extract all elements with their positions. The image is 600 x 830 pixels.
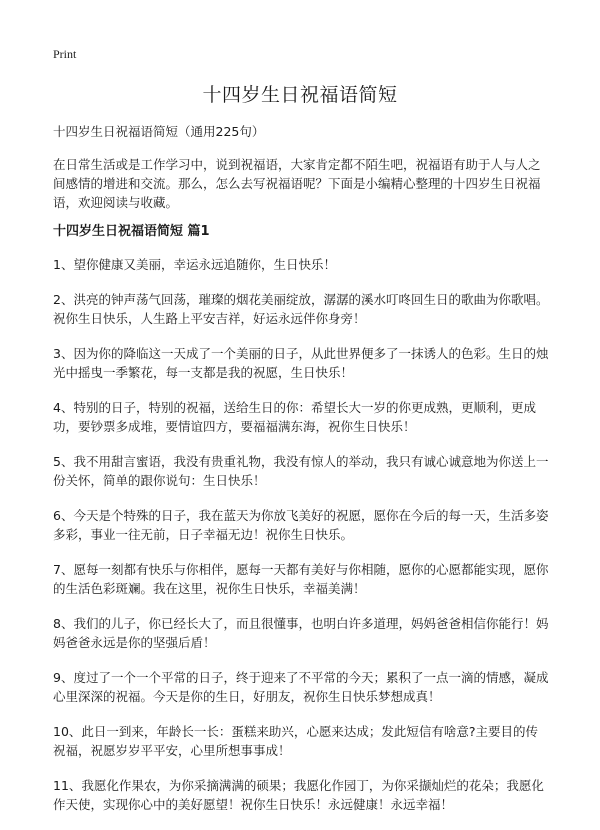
wish-item: 3、因为你的降临这一天成了一个美丽的日子，从此世界便多了一抹诱人的色彩。生日的烛光中摇曳一季繁花，每一支都是我的祝愿，生日快乐！ <box>53 345 549 380</box>
wish-item: 1、望你健康又美丽，幸运永远追随你，生日快乐！ <box>53 257 336 272</box>
wish-item: 9、度过了一个一个平常的日子，终于迎来了不平常的今天；累积了一点一滴的情感，凝成心里深深的祝福。今天是你的生日，好朋友，祝你生日快乐梦想成真！ <box>53 669 549 704</box>
print-link[interactable]: Print <box>53 47 77 61</box>
wish-item: 2、洪亮的钟声荡气回荡，璀璨的烟花美丽绽放，潺潺的溪水叮咚回生日的歌曲为你歌唱。祝你生日快乐，人生路上平安吉祥，好运永远伴你身旁！ <box>53 291 549 326</box>
page-title: 十四岁生日祝福语简短 <box>202 84 398 106</box>
wish-item: 6、今天是个特殊的日子，我在蓝天为你放飞美好的祝愿，愿你在今后的每一天，生活多姿多彩，事业一往无前，日子幸福无边！祝你生日快乐。 <box>53 507 549 542</box>
wish-item: 5、我不用甜言蜜语，我没有贵重礼物，我没有惊人的举动，我只有诚心诚意地为你送上一份关怀，简单的跟你说句：生日快乐！ <box>53 453 549 488</box>
section-heading: 十四岁生日祝福语简短 篇1 <box>53 224 210 239</box>
intro-paragraph: 在日常生活或是工作学习中，说到祝福语，大家肯定都不陌生吧，祝福语有助于人与人之间感情的增进和交流。那么，怎么去写祝福语呢？下面是小编精心整理的十四岁生日祝福语，欢迎阅读与收藏。 <box>53 157 541 210</box>
wish-item: 10、此日一到来，年龄长一长：蛋糕来助兴，心愿来达成；发此短信有啥意?主要目的传祝福，祝愿岁岁平平安，心里所想事事成！ <box>53 723 539 758</box>
wish-item: 7、愿每一刻都有快乐与你相伴，愿每一天都有美好与你相随，愿你的心愿都能实现，愿你的生活色彩斑斓。我在这里，祝你生日快乐，幸福美满！ <box>53 561 549 596</box>
wish-item: 8、我们的儿子，你已经长大了，而且很懂事，也明白许多道理，妈妈爸爸相信你能行！妈妈爸爸永远是你的坚强后盾！ <box>53 615 549 650</box>
document-subtitle: 十四岁生日祝福语简短（通用225句） <box>53 124 265 139</box>
wish-item: 4、特别的日子，特别的祝福，送给生日的你：希望长大一岁的你更成熟，更顺利，更成功，要钞票多成堆，要情谊四方，要福福满东海，祝你生日快乐！ <box>53 399 536 434</box>
wish-item: 11、我愿化作果农，为你采摘满满的硕果；我愿化作园丁，为你采撷灿烂的花朵；我愿化作天使，实现你心中的美好愿望！祝你生日快乐！永远健康！永远幸福！ <box>53 777 544 812</box>
document-body <box>53 123 550 830</box>
